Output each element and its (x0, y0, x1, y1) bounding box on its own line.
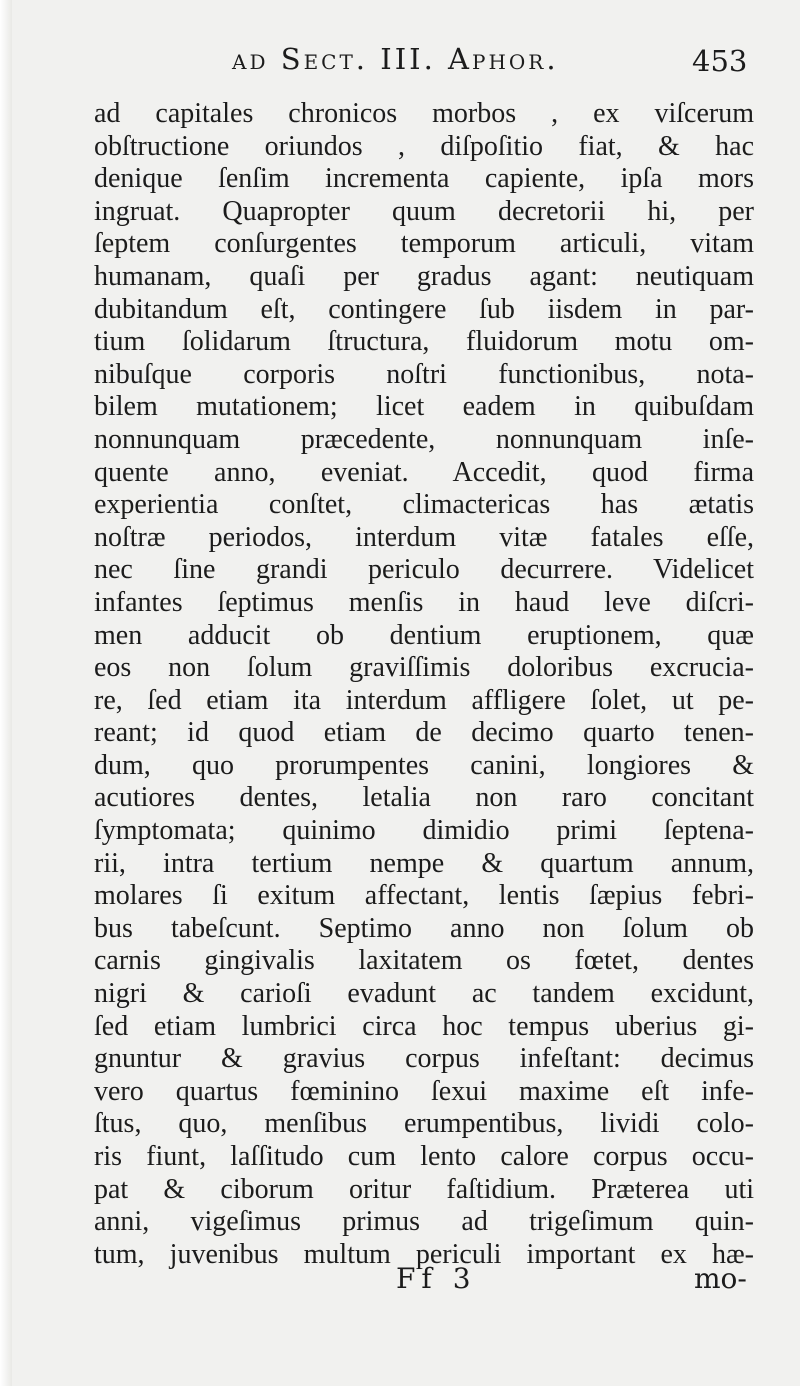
page-header (0, 42, 800, 82)
page-footer (0, 1262, 800, 1302)
text-line: ſeptem conſurgentes temporum articuli, vitam (94, 228, 754, 260)
text-line: anni, vigeſimus primus ad trigeſimum quin- (94, 1206, 754, 1238)
text-line: reant; id quod etiam de decimo quarto tenen- (94, 717, 754, 749)
text-line: molares ſi exitum affectant, lentis ſæpius febri- (94, 880, 754, 912)
text-line: acutiores dentes, letalia non raro concitant (94, 782, 754, 814)
text-line: ſed etiam lumbrici circa hoc tempus uberius gi- (94, 1010, 754, 1042)
text-line: denique ſenſim incrementa capiente, ipſa mors (94, 163, 754, 195)
text-line: nonnunquam præcedente, nonnunquam inſe- (94, 423, 754, 455)
text-line: ris fiunt, laſſitudo cum lento calore corpus occu- (94, 1141, 754, 1172)
text-line: ad capitales chronicos morbos , ex viſcerum (94, 98, 754, 129)
text-line: tum, juvenibus multum periculi important ex hæ- (94, 1238, 754, 1270)
text-line: bus tabeſcunt. Septimo anno non ſolum ob (94, 912, 754, 944)
text-line: tium ſolidarum ſtructura, fluidorum motu om- (94, 326, 754, 358)
text-line: nec ſine grandi periculo decurrere. Videlicet (94, 554, 754, 586)
text-line: ſtus, quo, menſibus erumpentibus, lividi colo- (94, 1108, 754, 1140)
signature-mark: Ff 3 (396, 1262, 477, 1295)
text-line: eos non ſolum graviſſimis doloribus excrucia- (94, 652, 754, 684)
text-line: carnis gingivalis laxitatem os fœtet, dentes (94, 945, 754, 977)
text-line: ſymptomata; quinimo dimidio primi ſeptena- (94, 815, 754, 847)
text-line: infantes ſeptimus menſis in haud leve diſcri- (94, 586, 754, 618)
text-line: pat & ciborum oritur faſtidium. Præterea uti (94, 1173, 754, 1205)
text-line: re, ſed etiam ita interdum affligere ſolet, ut pe- (94, 684, 754, 716)
text-line: bilem mutationem; licet eadem in quibuſdam (94, 391, 754, 423)
running-head: ad Sect. III. Aphor. (232, 42, 559, 76)
text-line: obſtructione oriundos , diſpoſitio fiat, & hac (94, 130, 754, 162)
catchword: mo- (694, 1262, 747, 1295)
text-line: rii, intra tertium nempe & quartum annum, (94, 847, 754, 879)
text-line: experientia conſtet, climactericas has ætatis (94, 489, 754, 521)
body-text (94, 98, 754, 1271)
text-line: ingruat. Quapropter quum decretorii hi, per (94, 195, 754, 227)
text-line: nibuſque corporis noſtri functionibus, nota- (94, 358, 754, 390)
page-edge (0, 0, 12, 1386)
text-line: men adducit ob dentium eruptionem, quæ (94, 619, 754, 651)
text-line: nigri & carioſi evadunt ac tandem excidunt, (94, 978, 754, 1010)
text-line: dum, quo prorumpentes canini, longiores & (94, 749, 754, 781)
text-line: dubitandum eſt, contingere ſub iisdem in par- (94, 293, 754, 325)
page-number: 453 (692, 44, 748, 78)
text-line: humanam, quaſi per gradus agant: neutiquam (94, 260, 754, 292)
text-line: vero quartus fœminino ſexui maxime eſt infe- (94, 1075, 754, 1107)
text-line: gnuntur & gravius corpus infeſtant: decimus (94, 1043, 754, 1075)
text-line: noſtræ periodos, interdum vitæ fatales eſſe, (94, 521, 754, 553)
text-line: quente anno, eveniat. Accedit, quod firma (94, 456, 754, 488)
